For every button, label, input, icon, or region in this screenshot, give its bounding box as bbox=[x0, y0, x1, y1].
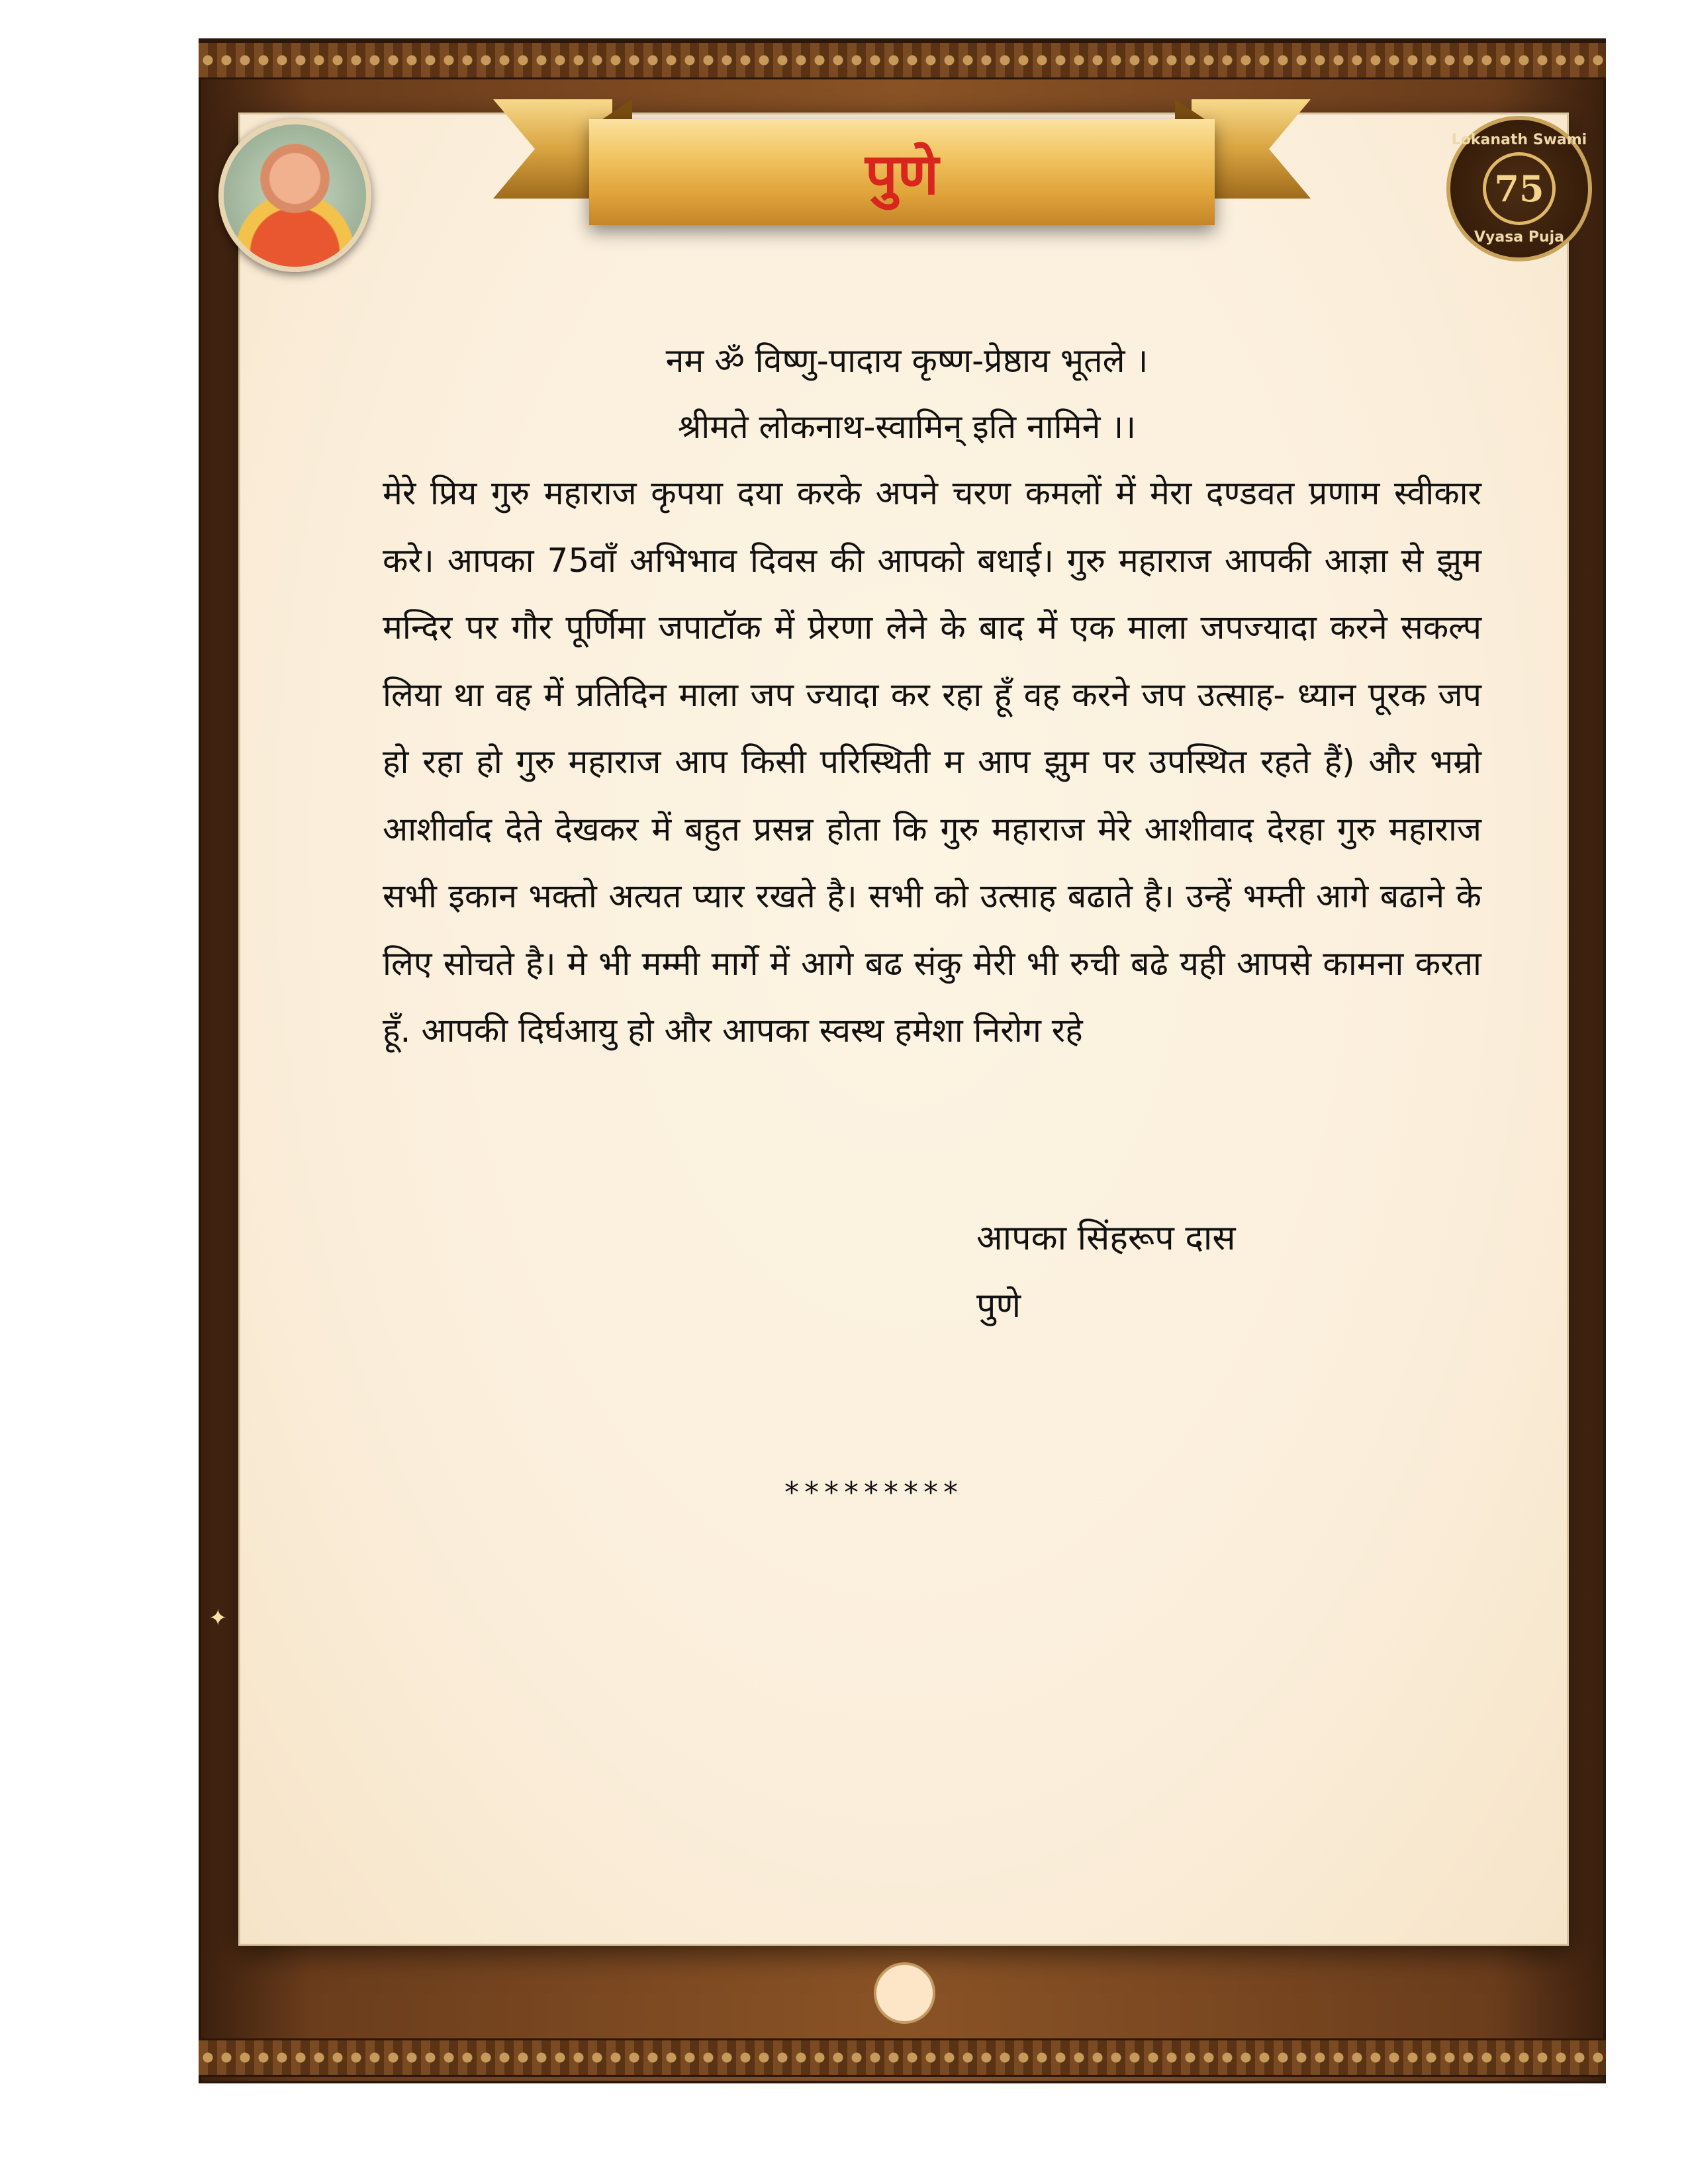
sparkle-icon: ✦ bbox=[209, 1605, 228, 1631]
page-title: पुणे bbox=[865, 141, 939, 208]
letter-body bbox=[383, 460, 1481, 1065]
badge-top-text: Lokanath Swami bbox=[1451, 132, 1587, 148]
signature-city: पुणे bbox=[976, 1286, 1021, 1326]
top-border-pattern bbox=[199, 41, 1606, 79]
separator-stars: ********* bbox=[784, 1476, 963, 1510]
signature-name: आपका सिंहरूप दास bbox=[976, 1218, 1236, 1258]
bottom-ornament-circle bbox=[874, 1962, 935, 2024]
anniversary-badge bbox=[1446, 116, 1592, 261]
mantra-line-2: श्रीमते लोकनाथ-स्वामिन् इति नामिने ।। bbox=[677, 408, 1137, 446]
bottom-border-pattern bbox=[199, 2038, 1606, 2077]
mantra-line-1: नम ॐ विष्णु-पादाय कृष्ण-प्रेष्ठाय भूतले । bbox=[665, 341, 1149, 380]
badge-bottom-text: Vyasa Puja bbox=[1474, 229, 1564, 246]
title-ribbon bbox=[589, 119, 1215, 225]
letter-paragraph: मेरे प्रिय गुरु महाराज कृपया दया करके अपने चरण कमलों में मेरा दण्डवत प्रणाम स्वीकार करे। आपका 75वाँ अभिभाव दिवस की आपको बधाई। गुरु महाराज आपकी आज्ञा से झुम मन्दिर पर गौर पूर्णिमा जपाटॉक में प्रेरणा लेने के बाद में एक माला जपज्यादा करने सकल्प लिया था वह में प्रतिदिन माला जप ज्यादा कर रहा हूँ वह करने जप उत्साह- ध्यान पूरक जप हो रहा हो गुरु महाराज आप किसी परिस्थिती म आप झुम पर उपस्थित रहते हैं) और भम्रो आशीर्वाद देते देखकर में बहुत प्रसन्न होता कि गुरु महाराज मेरे आशीवाद देरहा गुरु महाराज सभी इकान भक्तो अत्यत प्यार रखते है। सभी को उत्साह बढाते है। उन्हें भम्ती आगे बढाने के लिए सोचते है। मे भी मम्मी मार्गे में आगे बढ संकु मेरी भी रुची बढे यही आपसे कामना करता हूँ. आपकी दिर्घआयु हो और आपका स्वस्थ हमेशा निरोग रहे bbox=[383, 474, 1481, 1050]
guru-avatar bbox=[218, 119, 371, 272]
badge-number: 75 bbox=[1483, 152, 1556, 225]
signature-block bbox=[976, 1205, 1236, 1340]
